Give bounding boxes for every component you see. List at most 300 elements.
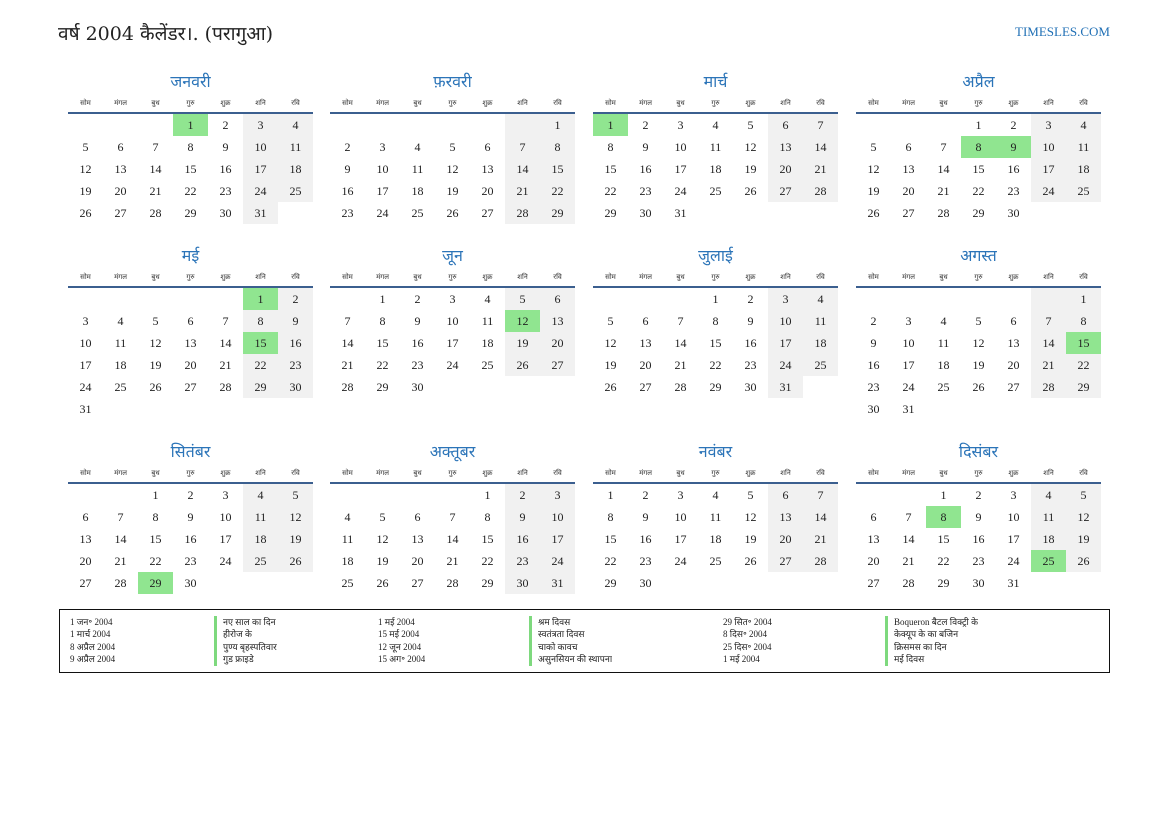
week-row <box>593 332 838 354</box>
day-cell: 19 <box>446 184 459 198</box>
weekday-label: शुक्र <box>745 273 756 281</box>
day-cell: 31 <box>768 376 803 398</box>
empty-cell <box>208 572 243 594</box>
week-row <box>593 484 838 506</box>
day-cell: 26 <box>446 206 459 220</box>
weekday-label: मंगल <box>902 273 915 281</box>
week-row <box>593 506 838 528</box>
holiday-name: गुड फ्राइडे <box>223 654 254 665</box>
day-cell: 10 <box>768 310 803 332</box>
weekday-label: शुक्र <box>482 469 493 477</box>
week-row <box>593 136 838 158</box>
day-cell: 6 <box>905 140 912 154</box>
empty-cell <box>330 288 365 310</box>
day-cell: 2 <box>187 488 194 502</box>
day-cell: 11 <box>1066 136 1101 158</box>
day-cell: 19 <box>867 184 880 198</box>
day-cell: 1 <box>379 292 386 306</box>
day-cell: 15 <box>376 336 389 350</box>
day-cell: 3 <box>449 292 456 306</box>
week-row <box>68 484 313 506</box>
holiday-name: चाको कावच <box>538 641 578 652</box>
weekday-label: सोम <box>342 469 353 477</box>
holiday-date: 1 मई 2004 <box>723 654 760 665</box>
site-link[interactable]: TIMESLES.COM <box>1015 24 1110 39</box>
day-cell: 2 <box>747 292 754 306</box>
weekday-label: शनि <box>255 469 266 477</box>
day-cell: 5 <box>1066 484 1101 506</box>
day-cell: 11 <box>243 506 278 528</box>
week-row <box>68 310 313 332</box>
month-title: जनवरी <box>170 72 211 91</box>
empty-cell <box>505 376 540 398</box>
holiday-name: असुनसियन की स्थापना <box>538 654 613 665</box>
day-cell: 8 <box>607 510 614 524</box>
day-cell: 14 <box>803 136 838 158</box>
empty-cell <box>138 288 173 310</box>
day-cell: 8 <box>243 310 278 332</box>
day-cell: 31 <box>1007 576 1020 590</box>
weekday-label: शनि <box>1043 273 1054 281</box>
day-cell: 9 <box>414 314 421 328</box>
day-cell: 24 <box>902 380 915 394</box>
day-cell: 6 <box>870 510 877 524</box>
weekday-label: शुक्र <box>220 99 231 107</box>
day-cell: 23 <box>341 206 354 220</box>
empty-cell <box>698 572 733 594</box>
day-cell: 21 <box>1031 354 1066 376</box>
week-row <box>593 376 838 398</box>
day-cell: 30 <box>972 576 985 590</box>
empty-cell <box>961 288 996 310</box>
day-cell: 9 <box>996 136 1031 158</box>
empty-cell <box>470 376 505 398</box>
month-block <box>856 72 1101 224</box>
day-cell: 16 <box>505 528 540 550</box>
weekday-label: सोम <box>605 273 616 281</box>
day-cell: 26 <box>79 206 92 220</box>
week-row <box>68 528 313 550</box>
weekday-label: रवि <box>291 99 300 107</box>
month-block <box>593 246 838 398</box>
empty-cell <box>733 572 768 594</box>
day-cell: 24 <box>1007 554 1020 568</box>
empty-cell <box>138 114 173 136</box>
empty-cell <box>330 484 365 506</box>
day-cell: 11 <box>709 140 722 154</box>
week-row <box>856 114 1101 136</box>
day-cell: 8 <box>712 314 719 328</box>
day-cell: 30 <box>1007 206 1020 220</box>
weekday-label: गुरु <box>974 273 983 281</box>
day-cell: 5 <box>379 510 386 524</box>
day-cell: 16 <box>278 332 313 354</box>
empty-cell <box>1066 572 1101 594</box>
day-cell: 8 <box>484 510 491 524</box>
empty-cell <box>996 398 1031 420</box>
weekday-label: रवि <box>1079 469 1088 477</box>
month-block <box>856 246 1101 420</box>
weekday-header <box>856 268 1101 288</box>
day-cell: 3 <box>677 118 684 132</box>
empty-cell <box>243 572 278 594</box>
holiday-legend <box>59 609 1110 673</box>
day-cell: 15 <box>937 532 950 546</box>
day-cell: 13 <box>867 532 880 546</box>
day-cell: 15 <box>481 532 494 546</box>
day-cell: 10 <box>674 510 687 524</box>
day-cell: 26 <box>1066 550 1101 572</box>
day-cell: 16 <box>639 162 652 176</box>
day-cell: 28 <box>674 380 687 394</box>
day-cell: 24 <box>79 380 92 394</box>
day-cell: 16 <box>184 532 197 546</box>
week-row <box>593 550 838 572</box>
empty-cell <box>103 484 138 506</box>
week-row <box>68 114 313 136</box>
empty-cell <box>891 288 926 310</box>
weekday-label: गुरु <box>448 99 457 107</box>
day-cell: 10 <box>446 314 459 328</box>
day-cell: 2 <box>870 314 877 328</box>
day-cell: 20 <box>184 358 197 372</box>
day-cell: 19 <box>604 358 617 372</box>
weekday-label: सोम <box>605 469 616 477</box>
empty-cell <box>435 114 470 136</box>
day-cell: 3 <box>540 484 575 506</box>
week-row <box>68 376 313 398</box>
weekday-label: शनि <box>780 469 791 477</box>
day-cell: 1 <box>540 114 575 136</box>
day-cell: 25 <box>243 550 278 572</box>
day-cell: 20 <box>1007 358 1020 372</box>
day-cell: 20 <box>540 332 575 354</box>
holiday-dates-col-1 <box>70 616 115 666</box>
holiday-name: पुण्य बृहस्पतिवार <box>223 641 277 652</box>
day-cell: 29 <box>481 576 494 590</box>
day-cell: 24 <box>219 554 232 568</box>
day-cell: 9 <box>747 314 754 328</box>
week-row <box>330 114 575 136</box>
day-cell: 31 <box>79 402 92 416</box>
holiday-name: हीरोज के <box>223 629 252 640</box>
weekday-header <box>593 464 838 484</box>
week-row <box>68 550 313 572</box>
day-cell: 27 <box>114 206 127 220</box>
day-cell: 4 <box>803 288 838 310</box>
day-cell: 24 <box>376 206 389 220</box>
day-cell: 19 <box>376 554 389 568</box>
holiday-names-col-2 <box>529 616 612 666</box>
day-cell: 30 <box>867 402 880 416</box>
empty-cell <box>926 114 961 136</box>
day-cell: 28 <box>446 576 459 590</box>
day-cell: 29 <box>709 380 722 394</box>
day-cell: 9 <box>278 310 313 332</box>
weekday-label: सोम <box>80 469 91 477</box>
day-cell: 23 <box>639 184 652 198</box>
week-row <box>593 202 838 224</box>
day-cell: 15 <box>1066 332 1101 354</box>
day-cell: 13 <box>1007 336 1020 350</box>
day-cell: 2 <box>642 118 649 132</box>
day-cell: 3 <box>1031 114 1066 136</box>
day-cell: 17 <box>219 532 232 546</box>
day-cell: 8 <box>187 140 194 154</box>
day-cell: 20 <box>481 184 494 198</box>
week-row <box>856 398 1101 420</box>
weekday-header <box>330 94 575 114</box>
empty-cell <box>138 398 173 420</box>
weekday-label: शुक्र <box>1008 469 1019 477</box>
day-cell: 9 <box>222 140 229 154</box>
day-cell: 12 <box>744 510 757 524</box>
day-cell: 23 <box>744 358 757 372</box>
weekday-label: सोम <box>342 99 353 107</box>
day-cell: 12 <box>376 532 389 546</box>
day-cell: 27 <box>768 180 803 202</box>
week-row <box>330 354 575 376</box>
day-cell: 18 <box>114 358 127 372</box>
day-cell: 14 <box>149 162 162 176</box>
day-cell: 13 <box>902 162 915 176</box>
weekday-label: बुध <box>676 469 685 477</box>
day-cell: 7 <box>803 114 838 136</box>
day-cell: 11 <box>709 510 722 524</box>
day-cell: 9 <box>642 510 649 524</box>
day-cell: 15 <box>149 532 162 546</box>
day-cell: 17 <box>1007 532 1020 546</box>
empty-cell <box>663 572 698 594</box>
day-cell: 11 <box>481 314 494 328</box>
empty-cell <box>400 484 435 506</box>
month-title: नवंबर <box>698 442 733 461</box>
holiday-dates-col-3 <box>723 616 772 666</box>
weekday-label: मंगल <box>639 99 652 107</box>
day-cell: 2 <box>975 488 982 502</box>
day-cell: 4 <box>1066 114 1101 136</box>
day-cell: 24 <box>674 184 687 198</box>
day-cell: 4 <box>278 114 313 136</box>
empty-cell <box>768 202 803 224</box>
day-cell: 17 <box>674 162 687 176</box>
day-cell: 13 <box>411 532 424 546</box>
week-row <box>856 376 1101 398</box>
day-cell: 7 <box>1031 310 1066 332</box>
day-cell: 27 <box>867 576 880 590</box>
day-cell: 13 <box>79 532 92 546</box>
day-cell: 18 <box>1031 528 1066 550</box>
empty-cell <box>435 484 470 506</box>
day-cell: 29 <box>138 572 173 594</box>
day-cell: 21 <box>219 358 232 372</box>
day-cell: 29 <box>376 380 389 394</box>
weekday-label: सोम <box>80 99 91 107</box>
day-cell: 12 <box>278 506 313 528</box>
weekday-label: सोम <box>342 273 353 281</box>
day-cell: 18 <box>278 158 313 180</box>
weekday-label: गुरु <box>186 273 195 281</box>
weekday-label: रवि <box>1079 273 1088 281</box>
day-cell: 26 <box>867 206 880 220</box>
week-row <box>68 398 313 420</box>
day-cell: 28 <box>114 576 127 590</box>
weekday-label: गुरु <box>186 469 195 477</box>
day-cell: 5 <box>82 140 89 154</box>
empty-cell <box>663 288 698 310</box>
empty-cell <box>1031 288 1066 310</box>
week-row <box>68 136 313 158</box>
day-cell: 29 <box>540 202 575 224</box>
day-cell: 28 <box>341 380 354 394</box>
day-cell: 18 <box>481 336 494 350</box>
day-cell: 12 <box>867 162 880 176</box>
week-row <box>856 550 1101 572</box>
day-cell: 10 <box>219 510 232 524</box>
empty-cell <box>103 288 138 310</box>
month-block <box>330 72 575 224</box>
day-cell: 5 <box>870 140 877 154</box>
day-cell: 6 <box>642 314 649 328</box>
day-cell: 5 <box>607 314 614 328</box>
month-block <box>68 72 313 224</box>
day-cell: 13 <box>639 336 652 350</box>
weekday-header <box>330 268 575 288</box>
day-cell: 27 <box>481 206 494 220</box>
week-row <box>68 288 313 310</box>
day-cell: 1 <box>243 288 278 310</box>
day-cell: 12 <box>604 336 617 350</box>
month-title: जुलाई <box>698 246 733 265</box>
day-cell: 13 <box>768 506 803 528</box>
day-cell: 19 <box>1066 528 1101 550</box>
weekday-label: रवि <box>291 273 300 281</box>
day-cell: 14 <box>505 158 540 180</box>
day-cell: 7 <box>905 510 912 524</box>
day-cell: 14 <box>937 162 950 176</box>
weekday-label: शनि <box>517 99 528 107</box>
day-cell: 22 <box>243 354 278 376</box>
day-cell: 22 <box>376 358 389 372</box>
empty-cell <box>768 572 803 594</box>
day-cell: 8 <box>1066 310 1101 332</box>
day-cell: 19 <box>972 358 985 372</box>
day-cell: 31 <box>540 572 575 594</box>
day-cell: 18 <box>803 332 838 354</box>
day-cell: 12 <box>79 162 92 176</box>
day-cell: 27 <box>768 550 803 572</box>
week-row <box>856 158 1101 180</box>
day-cell: 6 <box>414 510 421 524</box>
day-cell: 1 <box>152 488 159 502</box>
weekday-label: रवि <box>1079 99 1088 107</box>
day-cell: 22 <box>1066 354 1101 376</box>
holiday-dates-col-2 <box>378 616 425 666</box>
week-row <box>330 136 575 158</box>
day-cell: 26 <box>149 380 162 394</box>
week-row <box>593 528 838 550</box>
weekday-header <box>593 94 838 114</box>
month-title: जून <box>442 246 463 265</box>
day-cell: 8 <box>607 140 614 154</box>
day-cell: 15 <box>972 162 985 176</box>
day-cell: 14 <box>114 532 127 546</box>
weekday-label: रवि <box>553 273 562 281</box>
day-cell: 17 <box>768 332 803 354</box>
day-cell: 21 <box>937 184 950 198</box>
week-row <box>856 288 1101 310</box>
day-cell: 3 <box>379 140 386 154</box>
day-cell: 7 <box>117 510 124 524</box>
day-cell: 9 <box>505 506 540 528</box>
weekday-label: बुध <box>676 99 685 107</box>
week-row <box>330 528 575 550</box>
day-cell: 3 <box>82 314 89 328</box>
day-cell: 28 <box>803 550 838 572</box>
holiday-date: 15 अग॰ 2004 <box>378 654 426 665</box>
day-cell: 25 <box>1066 180 1101 202</box>
day-cell: 23 <box>411 358 424 372</box>
day-cell: 21 <box>341 358 354 372</box>
day-cell: 27 <box>184 380 197 394</box>
empty-cell <box>803 202 838 224</box>
day-cell: 4 <box>484 292 491 306</box>
month-block <box>68 442 313 594</box>
empty-cell <box>103 398 138 420</box>
weekday-label: रवि <box>553 469 562 477</box>
weekday-label: शनि <box>517 469 528 477</box>
week-row <box>68 506 313 528</box>
day-cell: 22 <box>481 554 494 568</box>
day-cell: 22 <box>149 554 162 568</box>
day-cell: 16 <box>219 162 232 176</box>
day-cell: 19 <box>79 184 92 198</box>
day-cell: 5 <box>747 118 754 132</box>
day-cell: 5 <box>975 314 982 328</box>
weekday-header <box>856 94 1101 114</box>
day-cell: 1 <box>1066 288 1101 310</box>
weekday-label: बुध <box>939 99 948 107</box>
day-cell: 18 <box>243 528 278 550</box>
day-cell: 31 <box>243 202 278 224</box>
holiday-date: 1 जन॰ 2004 <box>70 617 113 627</box>
day-cell: 13 <box>114 162 127 176</box>
day-cell: 4 <box>1031 484 1066 506</box>
day-cell: 29 <box>1066 376 1101 398</box>
day-cell: 17 <box>902 358 915 372</box>
empty-cell <box>278 202 313 224</box>
day-cell: 18 <box>709 162 722 176</box>
weekday-label: सोम <box>605 99 616 107</box>
day-cell: 9 <box>975 510 982 524</box>
day-cell: 4 <box>243 484 278 506</box>
day-cell: 6 <box>1010 314 1017 328</box>
empty-cell <box>400 114 435 136</box>
holiday-name: मई दिवस <box>894 654 925 665</box>
weekday-label: शनि <box>255 273 266 281</box>
weekday-label: शनि <box>255 99 266 107</box>
day-cell: 19 <box>505 332 540 354</box>
day-cell: 1 <box>712 292 719 306</box>
day-cell: 22 <box>540 180 575 202</box>
day-cell: 12 <box>505 310 540 332</box>
day-cell: 31 <box>674 206 687 220</box>
weekday-label: शुक्र <box>745 469 756 477</box>
day-cell: 13 <box>481 162 494 176</box>
week-row <box>68 158 313 180</box>
day-cell: 6 <box>117 140 124 154</box>
day-cell: 11 <box>341 532 354 546</box>
